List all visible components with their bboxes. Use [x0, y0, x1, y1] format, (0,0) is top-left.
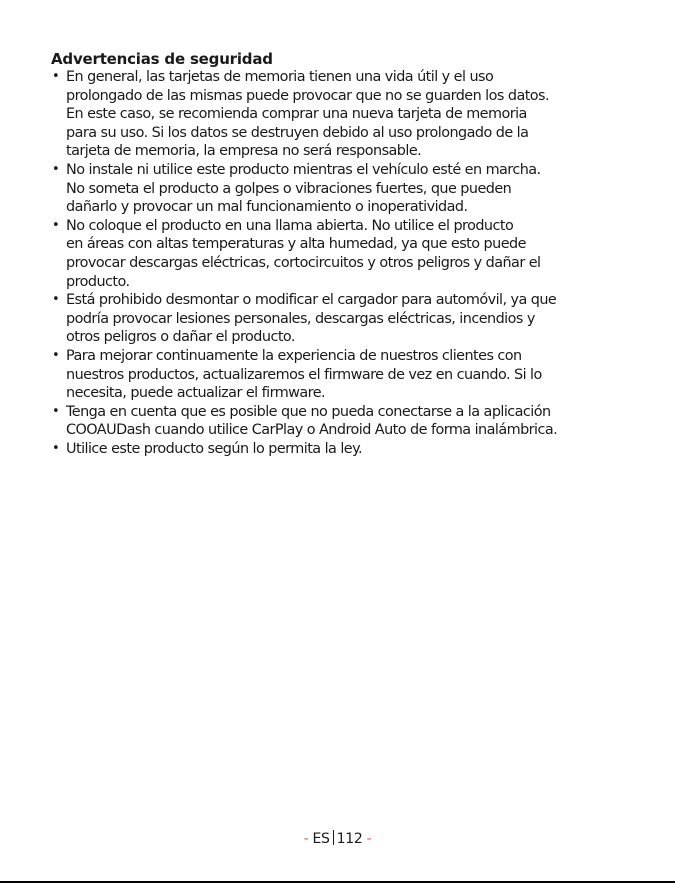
warning-item-firmware [52, 347, 632, 403]
warning-item-memory-card [52, 68, 632, 161]
footer-separator [333, 830, 334, 845]
warning-line: En general, las tarjetas de memoria tienen una vida útil y el uso [66, 69, 494, 85]
warning-line: No coloque el producto en una llama abierta. No utilice el producto [66, 217, 514, 234]
warning-line: Tenga en cuenta que es posible que no pueda conectarse a la aplicación [66, 403, 551, 420]
warning-line: podría provocar lesiones personales, descargas eléctricas, incendios y [66, 310, 535, 327]
warning-line: otros peligros o dañar el producto. [66, 329, 295, 346]
warning-line: No someta el producto a golpes o vibraciones fuertes, que pueden [66, 180, 512, 197]
warning-line: dañarlo y provocar un mal funcionamiento o inoperatividad. [66, 199, 468, 216]
warning-line: nuestros productos, actualizaremos el firmware de vez en cuando. Si lo [66, 366, 542, 383]
warning-item-heat [52, 217, 632, 291]
warning-line: Está prohibido desmontar o modificar el cargador para automóvil, ya que [66, 292, 557, 309]
footer-dash-left: - [303, 831, 309, 847]
warning-line: COOAUDash cuando utilice CarPlay o Android Auto de forma inalámbrica. [66, 422, 558, 439]
bullet-dot-icon: • [52, 403, 60, 419]
bullet-dot-icon: • [52, 440, 60, 456]
warning-line: para su uso. Si los datos se destruyen debido al uso prolongado de la [66, 124, 529, 141]
warning-item-driving [52, 161, 632, 217]
safety-warnings-list [52, 68, 632, 458]
page-footer [0, 829, 675, 849]
warning-line: Para mejorar continuamente la experiencia de nuestros clientes con [66, 347, 522, 364]
warning-line: en áreas con altas temperaturas y alta humedad, ya que esto puede [66, 236, 526, 253]
warning-line: provocar descargas eléctricas, cortocircuitos y otros peligros y dañar el [66, 254, 541, 271]
warning-line: prolongado de las mismas puede provocar que no se guarden los datos. [66, 87, 550, 104]
warning-line: En este caso, se recomienda comprar una nueva tarjeta de memoria [66, 106, 527, 123]
warning-line: Utilice este producto según lo permita la ley. [66, 440, 363, 457]
bullet-dot-icon: • [52, 69, 60, 84]
bullet-dot-icon: • [52, 161, 60, 177]
page-number: 112 [336, 831, 363, 847]
bullet-dot-icon: • [52, 292, 60, 308]
warning-line: producto. [66, 273, 130, 290]
footer-dash-right: - [366, 831, 372, 847]
footer-language: ES [312, 831, 330, 847]
bullet-dot-icon: • [52, 347, 60, 363]
warning-line: necesita, puede actualizar el firmware. [66, 385, 326, 402]
warning-item-app-connection [52, 403, 632, 440]
warning-line: tarjeta de memoria, la empresa no será responsable. [66, 143, 422, 160]
section-heading: Advertencias de seguridad [51, 50, 273, 68]
warning-item-disassembly [52, 291, 632, 347]
warning-item-legal-use [52, 440, 632, 459]
warning-line: No instale ni utilice este producto mientras el vehículo esté en marcha. [66, 161, 541, 178]
bullet-dot-icon: • [52, 217, 60, 233]
